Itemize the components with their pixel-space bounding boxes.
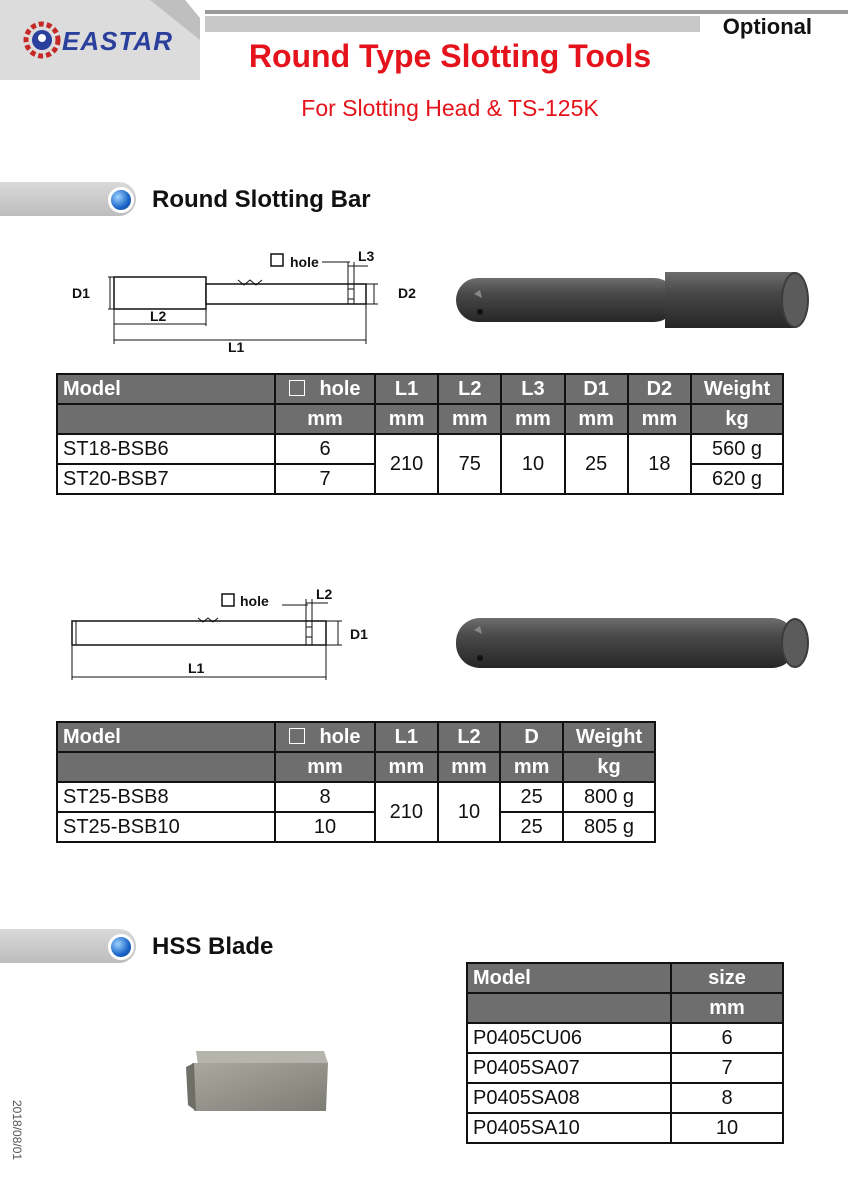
- unit-weight: kg: [563, 752, 655, 782]
- logo-gear-icon: [22, 18, 62, 62]
- cell-size: 6: [671, 1023, 783, 1053]
- cell-model: ST25-BSB10: [57, 812, 275, 842]
- diagram1-d1: D1: [72, 285, 90, 301]
- optional-label: Optional: [722, 14, 812, 39]
- table-row: [467, 1083, 783, 1113]
- diagram1-l3: L3: [358, 248, 375, 264]
- header-l2: L2: [438, 722, 501, 752]
- header-l1: L1: [375, 722, 438, 752]
- table-units-row: [467, 993, 783, 1023]
- section-bullet-icon: [108, 187, 134, 213]
- unit-hole: mm: [275, 752, 375, 782]
- unit-l3: mm: [501, 404, 564, 434]
- header-d2: D2: [628, 374, 691, 404]
- diagram2-l2: L2: [316, 586, 333, 602]
- table-row: [57, 812, 655, 842]
- spec-table-2: [56, 721, 656, 843]
- cell-size: 7: [671, 1053, 783, 1083]
- table-units-row: [57, 752, 655, 782]
- logo-text: EASTAR: [62, 26, 173, 56]
- unit-model: [57, 404, 275, 434]
- section-bullet-icon: [108, 934, 134, 960]
- header-size: size: [671, 963, 783, 993]
- table-header-row: [57, 722, 655, 752]
- unit-d2: mm: [628, 404, 691, 434]
- header-l2: L2: [438, 374, 501, 404]
- cell-model: P0405SA07: [467, 1053, 671, 1083]
- cell-l2: 75: [438, 434, 501, 494]
- section-title-slotting-bar: Round Slotting Bar: [152, 186, 371, 213]
- unit-l2: mm: [438, 404, 501, 434]
- cell-model: P0405SA10: [467, 1113, 671, 1143]
- diagram2-hole: hole: [240, 593, 269, 609]
- bar-diagram-2: [60, 585, 380, 680]
- cell-weight: 560 g: [691, 434, 783, 464]
- cell-l3: 10: [501, 434, 564, 494]
- square-icon: [289, 380, 305, 396]
- unit-hole: mm: [275, 404, 375, 434]
- cell-weight: 800 g: [563, 782, 655, 812]
- diagram1-hole: hole: [290, 254, 319, 270]
- table-header-row: [57, 374, 783, 404]
- unit-l2: mm: [438, 752, 501, 782]
- cell-size: 8: [671, 1083, 783, 1113]
- unit-size: mm: [671, 993, 783, 1023]
- cell-l1: 210: [375, 782, 438, 842]
- cell-weight: 620 g: [691, 464, 783, 494]
- footer-date: 2018/08/01: [10, 1100, 24, 1161]
- diagram1-l2: L2: [150, 308, 167, 324]
- cell-model: P0405CU06: [467, 1023, 671, 1053]
- page-subtitle: For Slotting Head & TS-125K: [301, 95, 599, 121]
- unit-d1: mm: [565, 404, 628, 434]
- diagram2-d1: D1: [350, 626, 368, 642]
- cell-size: 10: [671, 1113, 783, 1143]
- unit-l1: mm: [375, 752, 438, 782]
- header-model: Model: [57, 722, 275, 752]
- table-units-row: [57, 404, 783, 434]
- header-d: D: [500, 722, 563, 752]
- cell-d: 25: [500, 782, 563, 812]
- spec-table-3: [466, 962, 784, 1144]
- unit-model: [467, 993, 671, 1023]
- cell-hole: 6: [275, 434, 375, 464]
- header-model: Model: [467, 963, 671, 993]
- table-row: [467, 1113, 783, 1143]
- table-row: [57, 434, 783, 464]
- cell-weight: 805 g: [563, 812, 655, 842]
- slotting-bar-photo-2: [450, 614, 820, 672]
- diagram1-d2: D2: [398, 285, 416, 301]
- cell-d2: 18: [628, 434, 691, 494]
- section-title-hss-blade: HSS Blade: [152, 933, 274, 960]
- header-weight: Weight: [691, 374, 783, 404]
- cell-hole: 7: [275, 464, 375, 494]
- cell-model: P0405SA08: [467, 1083, 671, 1113]
- unit-d: mm: [500, 752, 563, 782]
- bar-diagram-1: [60, 240, 430, 360]
- table-row: [467, 1053, 783, 1083]
- spec-table-1: [56, 373, 784, 495]
- square-icon: [289, 728, 305, 744]
- unit-weight: kg: [691, 404, 783, 434]
- header-weight: Weight: [563, 722, 655, 752]
- slotting-bar-photo-1: [450, 268, 820, 332]
- cell-d: 25: [500, 812, 563, 842]
- cell-hole: 8: [275, 782, 375, 812]
- cell-d1: 25: [565, 434, 628, 494]
- unit-l1: mm: [375, 404, 438, 434]
- header-hole: hole: [275, 374, 375, 404]
- header-d1: D1: [565, 374, 628, 404]
- header-model: Model: [57, 374, 275, 404]
- header-l3: L3: [501, 374, 564, 404]
- cell-model: ST25-BSB8: [57, 782, 275, 812]
- table-row: [467, 1023, 783, 1053]
- unit-model: [57, 752, 275, 782]
- cell-model: ST18-BSB6: [57, 434, 275, 464]
- table-header-row: [467, 963, 783, 993]
- header-l1: L1: [375, 374, 438, 404]
- cell-hole: 10: [275, 812, 375, 842]
- page-title: Round Type Slotting Tools: [248, 38, 652, 74]
- hss-blade-photo: [182, 1045, 332, 1115]
- cell-model: ST20-BSB7: [57, 464, 275, 494]
- header-hole: hole: [275, 722, 375, 752]
- table-row: [57, 782, 655, 812]
- cell-l1: 210: [375, 434, 438, 494]
- diagram2-l1: L1: [188, 660, 205, 676]
- diagram1-l1: L1: [228, 339, 245, 355]
- cell-l2: 10: [438, 782, 501, 842]
